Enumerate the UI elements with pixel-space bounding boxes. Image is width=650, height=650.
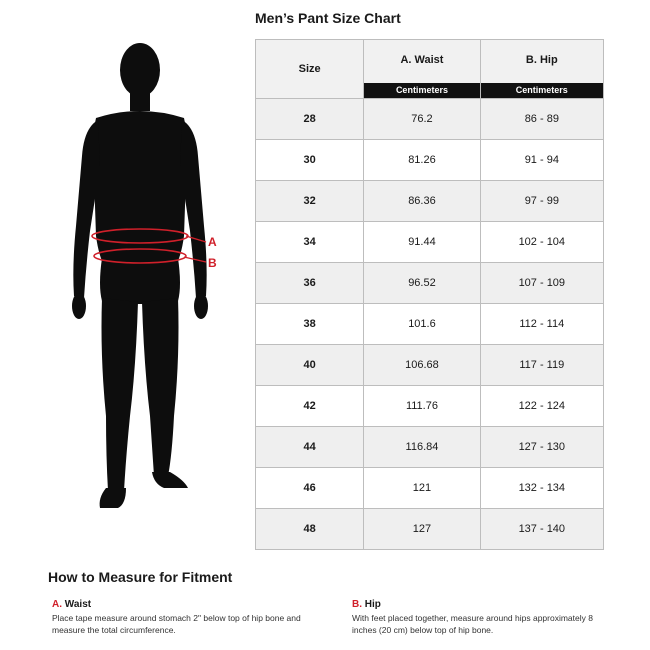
waist-instructions: [52, 599, 322, 636]
table-row: [256, 263, 604, 304]
size-cell: 30: [256, 140, 364, 181]
table-row: [256, 140, 604, 181]
hip-cell: 102 - 104: [480, 222, 603, 263]
hip-cell: 127 - 130: [480, 427, 603, 468]
waist-cell: 81.26: [364, 140, 480, 181]
table-row: [256, 427, 604, 468]
page-title: Men’s Pant Size Chart: [255, 10, 401, 26]
label-b: B: [208, 256, 217, 270]
hip-title: Hip: [364, 599, 381, 610]
hip-cell: 137 - 140: [480, 509, 603, 550]
table-row: [256, 222, 604, 263]
hip-cell: 122 - 124: [480, 386, 603, 427]
body-silhouette-figure: [60, 36, 240, 516]
size-cell: 48: [256, 509, 364, 550]
waist-cell: 127: [364, 509, 480, 550]
size-table: [255, 39, 604, 550]
waist-unit-label: Centimeters: [364, 83, 479, 98]
size-cell: 44: [256, 427, 364, 468]
size-cell: 32: [256, 181, 364, 222]
waist-cell: 101.6: [364, 304, 480, 345]
size-cell: 40: [256, 345, 364, 386]
label-a: A: [208, 235, 217, 249]
table-row: [256, 468, 604, 509]
hip-header-label: B. Hip: [525, 54, 558, 66]
waist-letter: A.: [52, 599, 62, 610]
hip-column-header: [480, 40, 603, 99]
waist-cell: 86.36: [364, 181, 480, 222]
size-column-header: Size: [256, 40, 364, 99]
waist-instruction-text: Place tape measure around stomach 2" below top of hip bone and measure the total circumference.: [52, 613, 301, 635]
table-row: [256, 304, 604, 345]
waist-header-label: A. Waist: [400, 54, 444, 66]
waist-cell: 96.52: [364, 263, 480, 304]
waist-cell: 91.44: [364, 222, 480, 263]
size-cell: 34: [256, 222, 364, 263]
waist-column-header: [364, 40, 480, 99]
waist-cell: 76.2: [364, 99, 480, 140]
waist-cell: 106.68: [364, 345, 480, 386]
hip-cell: 86 - 89: [480, 99, 603, 140]
size-cell: 28: [256, 99, 364, 140]
hip-unit-label: Centimeters: [481, 83, 603, 98]
waist-cell: 111.76: [364, 386, 480, 427]
hip-cell: 117 - 119: [480, 345, 603, 386]
waist-title: Waist: [64, 599, 92, 610]
waist-cell: 121: [364, 468, 480, 509]
size-cell: 36: [256, 263, 364, 304]
hip-cell: 107 - 109: [480, 263, 603, 304]
size-cell: 46: [256, 468, 364, 509]
hip-cell: 97 - 99: [480, 181, 603, 222]
hip-cell: 91 - 94: [480, 140, 603, 181]
table-row: [256, 345, 604, 386]
table-row: [256, 99, 604, 140]
male-silhouette-icon: [60, 36, 240, 516]
size-cell: 38: [256, 304, 364, 345]
hip-instructions: [352, 599, 612, 636]
howto-title: How to Measure for Fitment: [48, 569, 233, 585]
table-row: [256, 509, 604, 550]
size-cell: 42: [256, 386, 364, 427]
table-row: [256, 181, 604, 222]
table-body: [256, 99, 604, 550]
hip-letter: B.: [352, 599, 362, 610]
hip-instruction-text: With feet placed together, measure around hips approximately 8 inches (20 cm) below top of hip bone.: [352, 613, 593, 635]
waist-cell: 116.84: [364, 427, 480, 468]
hip-cell: 132 - 134: [480, 468, 603, 509]
hip-cell: 112 - 114: [480, 304, 603, 345]
table-row: [256, 386, 604, 427]
